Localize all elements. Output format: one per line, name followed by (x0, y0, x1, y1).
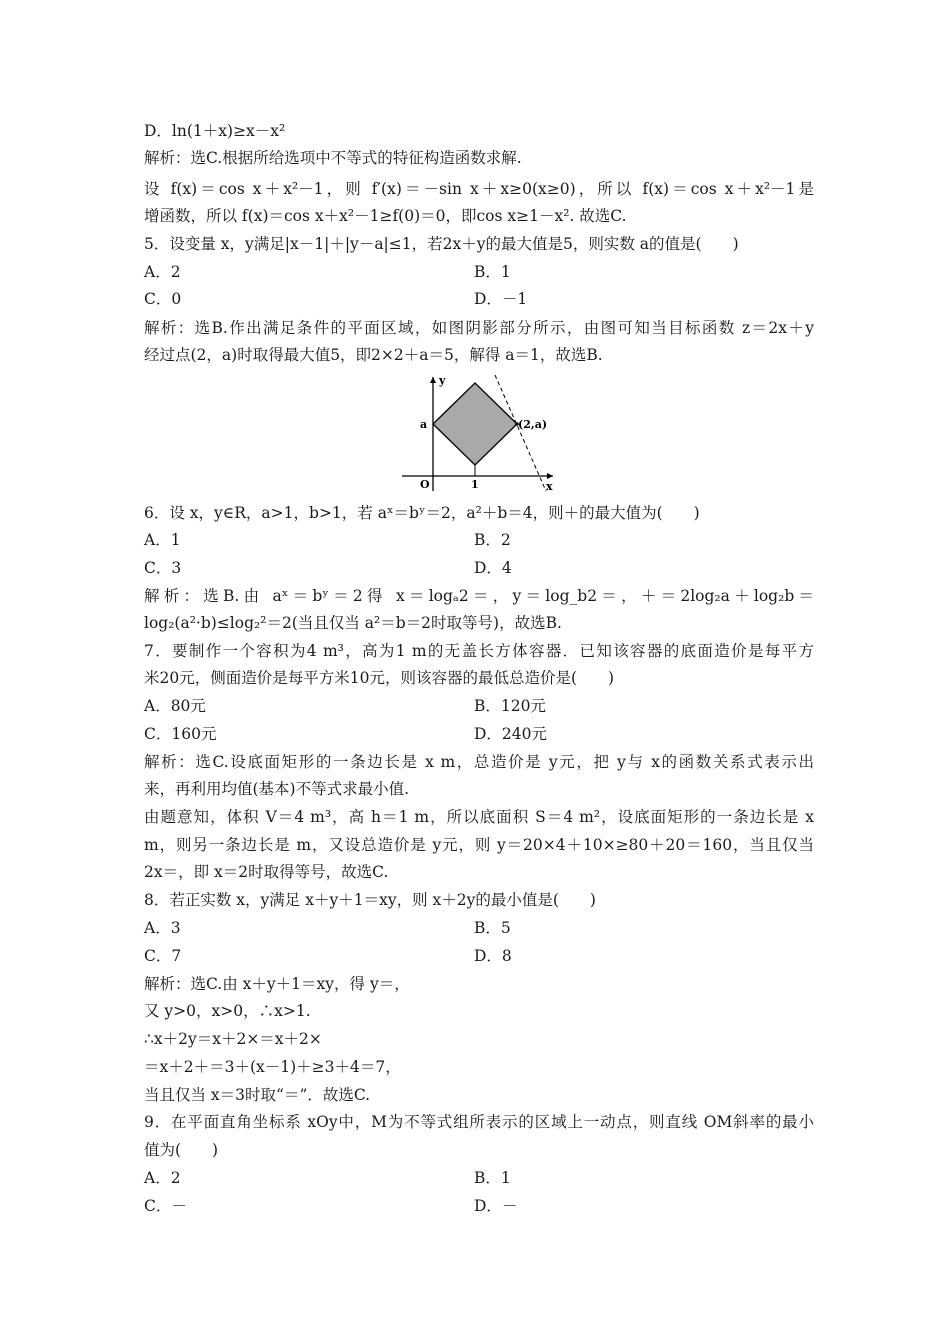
option-a: A．3 (144, 919, 181, 937)
solution-line: 由题意知，体积 V＝4 m³，高 h＝1 m，所以底面积 S＝4 m²，设底面矩形的一条边长是 x (144, 808, 814, 826)
option-d: D．240元 (474, 725, 548, 743)
question-9: 9．在平面直角坐标系 xOy中，M为不等式组所表示的区域上一动点，则直线 OM斜率的最小 (144, 1113, 814, 1131)
option-b: B．1 (474, 1169, 511, 1187)
option-d: D．－1 (474, 290, 528, 308)
question-7: 7．要制作一个容积为4 m³，高为1 m的无盖长方体容器．已知该容器的底面造价是每平方 (144, 642, 814, 660)
point-label: (2,a) (518, 418, 548, 431)
solution-line: 解析：选C.设底面矩形的一条边长是 x m，总造价是 y元，把 y与 x的函数关系式表示出 (144, 753, 814, 771)
solution-line: 设 f(x)＝cos x＋x²－1，则 f′(x)＝－sin x＋x≥0(x≥0)，所以 f(x)＝cos x＋x²－1是 (144, 180, 814, 198)
solution-line: m，则另一条边长是 m，又设总造价是 y元，则 y＝20×4＋10×≥80＋20＝160，当且仅当 (144, 836, 814, 854)
option-d-line: D．ln(1＋x)≥x－x² (144, 122, 286, 140)
option-c: C．160元 (144, 725, 217, 743)
option-c: C．0 (144, 290, 182, 308)
option-d: D．4 (474, 559, 512, 577)
solution-line: 解析：选B.由 aˣ＝bʸ＝2得 x＝logₐ2＝，y＝log_b2＝，＋＝2log₂a＋log₂b＝ (144, 587, 814, 605)
origin-label: O (420, 478, 430, 491)
option-a: A．1 (144, 531, 181, 549)
solution-line: 解析：选C.由 x＋y＋1＝xy，得 y＝， (144, 975, 410, 993)
option-c: C．3 (144, 559, 182, 577)
solution-line: 增函数，所以 f(x)＝cos x＋x²－1≥f(0)＝0，即cos x≥1－x². 故选C. (144, 207, 627, 225)
option-a: A．2 (144, 1169, 181, 1187)
y-label: y (439, 374, 446, 387)
question-9: 值为( ) (144, 1141, 219, 1159)
solution-line: 又 y>0，x>0，∴x>1. (144, 1002, 311, 1020)
region-figure (398, 373, 558, 495)
option-d: D．－ (474, 1197, 518, 1215)
y-axis-arrow (430, 377, 436, 383)
solution-line: log₂(a²·b)≤log₂²＝2(当且仅当 a²＝b＝2时取等号)，故选B. (144, 614, 562, 632)
option-c: C．7 (144, 947, 182, 965)
option-a: A．2 (144, 263, 181, 281)
option-d: D．8 (474, 947, 512, 965)
option-b: B．120元 (474, 697, 546, 715)
solution-line: 解析：选B.作出满足条件的平面区域，如图阴影部分所示，由图可知当目标函数 z＝2x＋y (144, 319, 814, 337)
question-8: 8．若正实数 x，y满足 x＋y＋1＝xy，则 x＋2y的最小值是( ) (144, 891, 596, 909)
solution-line: 来，再利用均值(基本)不等式求最小值. (144, 780, 410, 798)
x-axis-arrow (547, 473, 553, 479)
option-b: B．1 (474, 263, 511, 281)
a-label: a (420, 418, 428, 431)
question-6: 6．设 x，y∈R，a>1，b>1，若 aˣ＝bʸ＝2，a²＋b＝4，则＋的最大值为( ) (144, 504, 700, 522)
solution-line: 2x＝，即 x＝2时取得等号，故选C. (144, 863, 389, 881)
question-7: 米20元，侧面造价是每平方米10元，则该容器的最低总造价是( ) (144, 669, 615, 687)
option-b: B．2 (474, 531, 511, 549)
solution-line: 经过点(2，a)时取得最大值5，即2×2＋a＝5，解得 a＝1，故选B. (144, 346, 603, 364)
question-5: 5．设变量 x，y满足|x－1|＋|y－a|≤1，若2x＋y的最大值是5，则实数 a的值是( ) (144, 235, 739, 253)
solution-line: 解析：选C.根据所给选项中不等式的特征构造函数求解. (144, 149, 522, 167)
solution-line: ＝x＋2＋＝3＋(x－1)＋≥3＋4＝7， (144, 1058, 401, 1076)
solution-line: ∴x＋2y＝x＋2×＝x＋2× (144, 1030, 322, 1048)
option-a: A．80元 (144, 697, 206, 715)
solution-line: 当且仅当 x＝3时取“＝”．故选C. (144, 1086, 371, 1104)
option-c: C．－ (144, 1197, 187, 1215)
x-label: x (546, 480, 553, 493)
option-b: B．5 (474, 919, 511, 937)
one-label: 1 (471, 478, 479, 491)
